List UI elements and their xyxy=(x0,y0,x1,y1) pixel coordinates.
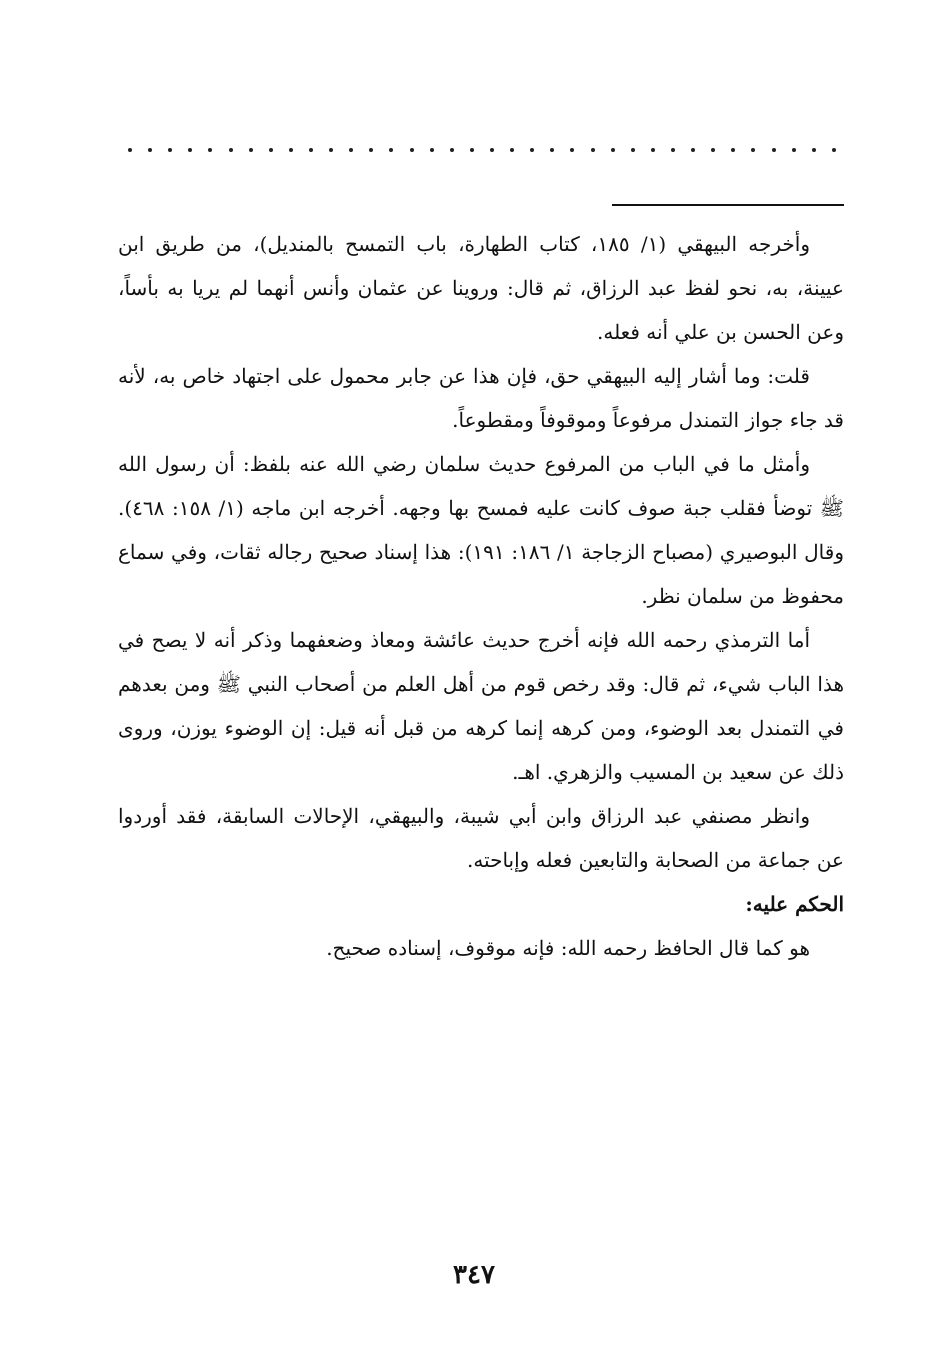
separator-dot xyxy=(229,148,233,152)
ruling-text: هو كما قال الحافظ رحمه الله: فإنه موقوف، إسناده صحيح. xyxy=(326,936,810,960)
separator-dot xyxy=(510,148,514,152)
separator-dot xyxy=(490,148,494,152)
separator-dot xyxy=(430,148,434,152)
dotted-separator xyxy=(128,148,836,152)
separator-dot xyxy=(470,148,474,152)
separator-dot xyxy=(691,148,695,152)
separator-dot xyxy=(329,148,333,152)
separator-dot xyxy=(208,148,212,152)
separator-dot xyxy=(611,148,615,152)
separator-dot xyxy=(249,148,253,152)
paragraph-qultu: قلت: وما أشار إليه البيهقي حق، فإن هذا عن جابر محمول على اجتهاد خاص به، لأنه قد جاء جواز التمندل مرفوعاً وموقوفاً ومقطوعاً. xyxy=(118,364,844,432)
separator-dot xyxy=(450,148,454,152)
paragraph-musannaf-refs: وانظر مصنفي عبد الرزاق وابن أبي شيبة، والبيهقي، الإحالات السابقة، فقد أوردوا عن جماعة من الصحابة والتابعين فعله وإباحته. xyxy=(118,804,844,872)
separator-dot xyxy=(731,148,735,152)
separator-dot xyxy=(711,148,715,152)
page-number: ٣٤٧ xyxy=(453,1260,495,1290)
separator-dot xyxy=(832,148,836,152)
paragraph-tirmidhi: أما الترمذي رحمه الله فإنه أخرج حديث عائشة ومعاذ وضعفهما وذكر أنه لا يصح في هذا الباب شيء، ثم قال: وقد رخص قوم من أهل العلم من أصحاب النبي ﷺ ومن بعدهم في التمندل بعد الوضوء، ومن كرهه إنما كرهه من قبل أنه قيل: إن الوضوء يوزن، وروى ذلك عن سعيد بن المسيب والزهري. اهـ. xyxy=(118,628,844,784)
paragraph-bayhaqi: وأخرجه البيهقي (١/ ١٨٥، كتاب الطهارة، باب التمسح بالمنديل)، من طريق ابن عيينة، به، نحو لفظ عبد الرزاق، ثم قال: وروينا عن عثمان وأنس أنهما لم يريا به بأساً، وعن الحسن بن علي أنه فعله. xyxy=(118,232,844,344)
separator-dot xyxy=(751,148,755,152)
separator-dot xyxy=(168,148,172,152)
separator-dot xyxy=(591,148,595,152)
separator-dot xyxy=(128,148,132,152)
separator-dot xyxy=(188,148,192,152)
separator-dot xyxy=(631,148,635,152)
separator-dot xyxy=(309,148,313,152)
separator-dot xyxy=(369,148,373,152)
ruling-heading: الحكم عليه: xyxy=(745,892,844,916)
separator-dot xyxy=(530,148,534,152)
separator-dot xyxy=(550,148,554,152)
paragraph-salman-hadith: وأمثل ما في الباب من المرفوع حديث سلمان رضي الله عنه بلفظ: أن رسول الله ﷺ توضأ فقلب جبة صوف كانت عليه فمسح بها وجهه. أخرجه ابن ماجه (١/ ١٥٨: ٤٦٨). وقال البوصيري (مصباح الزجاجة ١/ ١٨٦: ١٩١): هذا إسناد صحيح رجاله ثقات، وفي سماع محفوظ من سلمان نظر. xyxy=(118,452,844,608)
separator-dot xyxy=(269,148,273,152)
separator-dot xyxy=(389,148,393,152)
page-body xyxy=(118,222,844,970)
separator-dot xyxy=(772,148,776,152)
separator-dot xyxy=(410,148,414,152)
separator-dot xyxy=(651,148,655,152)
footnote-rule xyxy=(612,204,844,206)
separator-dot xyxy=(289,148,293,152)
separator-dot xyxy=(671,148,675,152)
separator-dot xyxy=(349,148,353,152)
separator-dot xyxy=(148,148,152,152)
separator-dot xyxy=(812,148,816,152)
separator-dot xyxy=(792,148,796,152)
separator-dot xyxy=(570,148,574,152)
